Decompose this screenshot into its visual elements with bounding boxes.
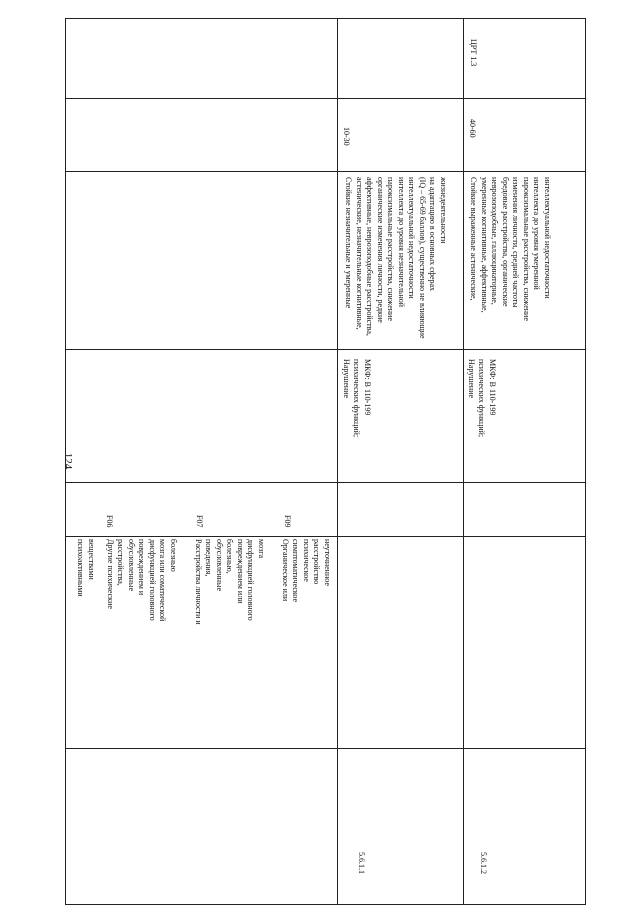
icd-code: F06 (105, 515, 114, 528)
text-line: (IQ – 65-69 баллов), существенно не влияющие (418, 177, 427, 339)
column-divider (66, 98, 585, 99)
text-line: повреждением и (137, 539, 147, 596)
row-number: 5.6.1.1 (357, 852, 366, 874)
text-line: умеренные когнитивные, аффективные, (480, 177, 489, 313)
text-line: психических функций; (352, 359, 362, 438)
text-line: аффективные, неврозоподобные расстройства, (365, 177, 375, 336)
text-line: мозга (257, 539, 266, 559)
diagnosis-f07-code (194, 515, 205, 527)
text-line: психических функций; (477, 359, 487, 438)
diagnosis-f09-text (280, 539, 333, 602)
column-divider (66, 171, 585, 172)
text-line: интеллектуальной недостаточности (407, 177, 417, 299)
text-line: интеллекта до уровня незначительной (397, 177, 406, 308)
text-line: Нарушение (467, 359, 476, 399)
text-line: Стойкие выраженные астенические, (469, 177, 479, 301)
column-divider (66, 482, 585, 483)
text-line: Расстройства личности и (194, 539, 203, 625)
text-line: астенические, незначительные когнитивные, (355, 177, 364, 330)
diagnosis-f06-text (105, 539, 179, 621)
text-line: бредовые расстройства, органические (501, 177, 510, 307)
disability-criteria-table (65, 18, 586, 905)
row-5-6-1-1-percent (341, 127, 352, 146)
note-text: ЦРТ 1.3 (469, 39, 478, 67)
text-line: Нарушение (342, 359, 351, 399)
text-line: обусловленные (215, 539, 224, 592)
text-line: симптоматическое (291, 539, 301, 602)
text-line: изменения личности, средней частоты (511, 177, 521, 308)
diagnosis-f06-code (104, 515, 115, 527)
text-line: неврозоподобные, галлюцинаторные, (490, 177, 500, 305)
row-divider (463, 19, 464, 904)
row-5-6-1-1-impairment (341, 359, 373, 437)
text-line: Стойкие незначительные и умеренные (344, 177, 354, 309)
text-line: болезнью, (225, 539, 235, 574)
text-line: веществами (87, 539, 96, 580)
text-line: неуточненное (323, 539, 332, 586)
continuation-diagnosis (75, 539, 96, 597)
text-line: Другие психические (106, 539, 115, 609)
text-line: жизнедеятельности (439, 177, 448, 244)
diagnosis-f09-code (282, 515, 293, 527)
percent-range: 10-30 (342, 127, 351, 146)
row-5-6-1-2-note (468, 39, 479, 66)
icd-code: F09 (283, 515, 292, 528)
row-number-5-6-1-1 (356, 852, 367, 874)
text-line: дисфункцией головного (148, 539, 157, 621)
column-divider (66, 349, 585, 350)
text-line: повреждением или (236, 539, 245, 604)
text-line: на адаптацию в основных сферах (428, 177, 438, 292)
text-line: расстройства, (116, 539, 126, 586)
row-number-5-6-1-2 (478, 852, 489, 874)
text-line: расстройство (312, 539, 322, 585)
icd-code: F07 (195, 515, 204, 528)
text-line: интеллекта до уровня умеренной (532, 177, 542, 290)
row-divider (337, 19, 338, 904)
row-number: 5.6.1.2 (479, 852, 488, 874)
diagnosis-f07-text (193, 539, 267, 625)
text-line: болезнью (169, 539, 178, 572)
text-line: мозга или соматической (158, 539, 168, 622)
text-line: поведения, (204, 539, 214, 577)
text-line: Органическое или (281, 539, 290, 602)
text-line: МКФ: В 110-199 (488, 359, 497, 416)
text-line: психическое (302, 539, 311, 582)
row-5-6-1-2-percent (467, 119, 478, 138)
text-line: дисфункцией головного (246, 539, 256, 621)
column-divider (66, 748, 585, 749)
page-number: 124 (62, 452, 74, 470)
text-line: интеллектуальной недостаточности (543, 177, 552, 299)
text-line: психоактивными (76, 539, 86, 597)
text-line: МКФ: В 110-199 (363, 359, 372, 416)
percent-range: 40-60 (468, 119, 477, 138)
row-5-6-1-2-description (468, 177, 552, 321)
column-divider (66, 536, 585, 537)
row-5-6-1-2-impairment (466, 359, 498, 437)
text-line: пароксизмальные расстройства, снижение (522, 177, 531, 321)
text-line: органические изменения личности, редкие (376, 177, 385, 323)
text-line: обусловленные (127, 539, 136, 592)
row-5-6-1-1-description (343, 177, 448, 339)
text-line: пароксизмальные расстройства, снижение (386, 177, 396, 321)
